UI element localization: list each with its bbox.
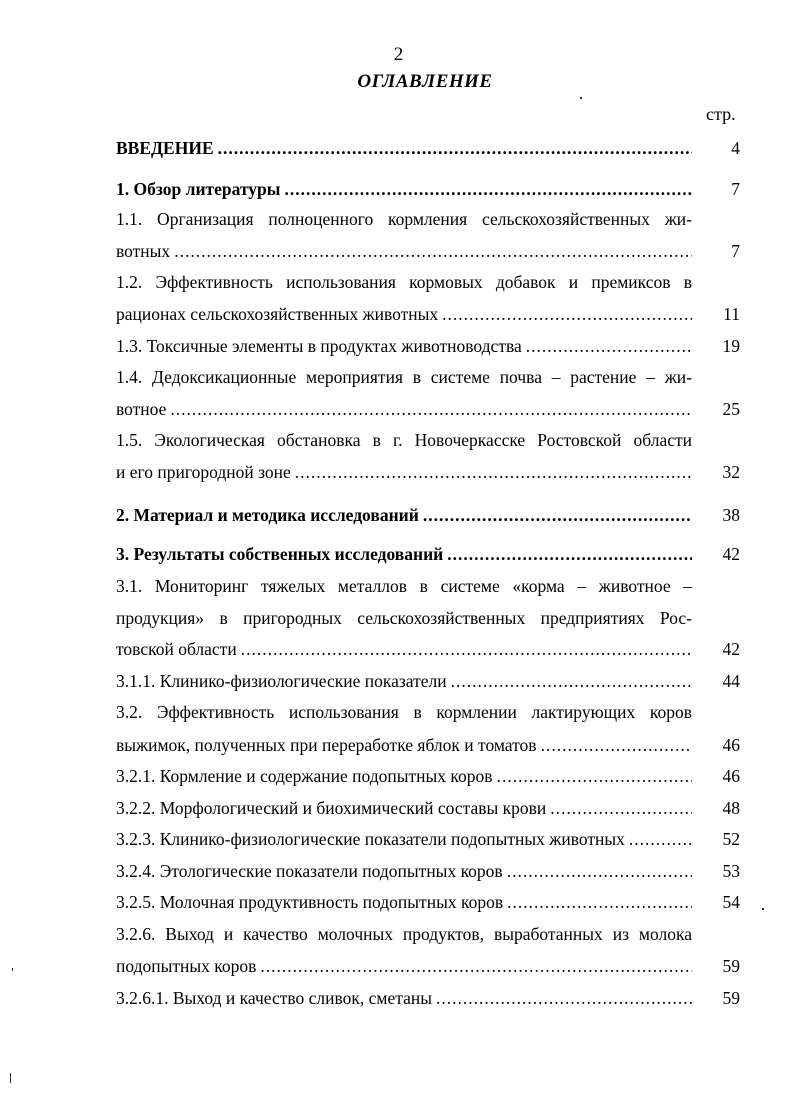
- toc-entry-text: 1.3. Токсичные элементы в продуктах животноводства: [116, 336, 522, 356]
- toc-entry-text: 1.4. Дедоксикационные мероприятия в системе почва – растение – жи-: [116, 367, 692, 387]
- toc-page-number: 7: [731, 241, 740, 261]
- toc-entry-text: 3.2. Эффективность использования в кормлении лактирующих коров: [116, 702, 692, 722]
- toc-entry-text: 3.2.1. Кормление и содержание подопытных коров: [116, 766, 493, 786]
- page-column-label: стр.: [706, 104, 736, 124]
- toc-entry-text: подопытных коров: [116, 956, 257, 976]
- toc-entry-line-last: [116, 397, 692, 421]
- toc-entry-line: [116, 270, 692, 294]
- dot-leader: [174, 239, 692, 263]
- toc-page-number: 19: [722, 336, 740, 356]
- dot-leader: [507, 859, 692, 883]
- toc-entry-line-last: [116, 302, 692, 326]
- toc-page-number: 48: [722, 798, 740, 818]
- toc-entry-text: 3.2.3. Клинико-физиологические показатели подопытных животных: [116, 829, 625, 849]
- toc-entry-line-last: [116, 733, 692, 757]
- toc-page-number: 59: [722, 988, 740, 1008]
- toc-entry-line-last: [116, 177, 692, 201]
- toc-page-number: 44: [722, 671, 740, 691]
- dot-leader: [550, 796, 692, 820]
- dot-leader: [451, 669, 692, 693]
- toc-entry-line-last: [116, 796, 692, 820]
- dot-leader: [526, 334, 692, 358]
- toc-page-number: 4: [731, 138, 740, 158]
- toc-entry-text: 3.1. Мониторинг тяжелых металлов в системе «корма – животное –: [116, 576, 692, 596]
- toc-entry-text: 2. Материал и методика исследований: [116, 505, 419, 525]
- dot-leader: [629, 827, 692, 851]
- dot-leader: [507, 890, 692, 914]
- dot-leader: [170, 397, 692, 421]
- toc-entry-line-last: [116, 986, 692, 1010]
- toc-entry-text: 1.1. Организация полноценного кормления сельскохозяйственных жи-: [116, 209, 692, 229]
- scan-mark: [762, 908, 764, 910]
- toc-page-number: 59: [722, 956, 740, 976]
- toc-entry-text: рационах сельскохозяйственных животных: [116, 304, 439, 324]
- toc-entry-text: 3.1.1. Клинико-физиологические показатели: [116, 671, 447, 691]
- toc-entry-line-last: [116, 827, 692, 851]
- toc-entry-line-last: [116, 334, 692, 358]
- toc-entry-line: [116, 207, 692, 231]
- toc-entry-line-last: [116, 637, 692, 661]
- toc-entry-text: 3.2.2. Морфологический и биохимический составы крови: [116, 798, 547, 818]
- toc-entry-line: [116, 922, 692, 946]
- toc-entry-line-last: [116, 136, 692, 160]
- dot-leader: [436, 986, 692, 1010]
- toc-entry-line-last: [116, 669, 692, 693]
- toc-entry-line: [116, 700, 692, 724]
- toc-page-number: 54: [722, 892, 740, 912]
- toc-page-number: 42: [722, 639, 740, 659]
- toc-entry-text: 1.2. Эффективность использования кормовых добавок и премиксов в: [116, 272, 692, 292]
- toc-entry-line-last: [116, 239, 692, 263]
- toc-entry-line: [116, 428, 692, 452]
- toc-entry-text: 3.2.6. Выход и качество молочных продуктов, выработанных из молока: [116, 924, 692, 944]
- toc-entry-text: 3. Результаты собственных исследований: [116, 544, 444, 564]
- toc-entry-text: 3.2.6.1. Выход и качество сливок, сметаны: [116, 988, 433, 1008]
- toc-entry-line-last: [116, 542, 692, 566]
- toc-page-number: 46: [722, 735, 740, 755]
- toc-entry-text: 1.5. Экологическая обстановка в г. Новочеркасске Ростовской области: [116, 430, 692, 450]
- dot-leader: [284, 177, 692, 201]
- toc-entry-line-last: [116, 460, 692, 484]
- dot-leader: [295, 460, 692, 484]
- toc-entry-text: товской области: [116, 639, 237, 659]
- dot-leader: [447, 542, 692, 566]
- toc-entry-line: [116, 606, 692, 630]
- toc-entry-line-last: [116, 503, 692, 527]
- toc-entry-text: вотное: [116, 399, 167, 419]
- toc-entry-text: выжимок, полученных при переработке яблок и томатов: [116, 735, 537, 755]
- dot-leader: [241, 637, 692, 661]
- dot-leader: [442, 302, 692, 326]
- toc-entry-text: 3.2.4. Этологические показатели подопытных коров: [116, 861, 503, 881]
- toc-entry-text: 3.2.5. Молочная продуктивность подопытных коров: [116, 892, 504, 912]
- dot-leader: [260, 954, 692, 978]
- toc-entry-line: [116, 365, 692, 389]
- dot-leader: [218, 136, 692, 160]
- dot-leader: [497, 764, 692, 788]
- toc-page-number: 25: [722, 399, 740, 419]
- toc-page-number: 42: [722, 544, 740, 564]
- toc-entry-text: продукция» в пригородных сельскохозяйственных предприятиях Рос-: [116, 608, 692, 628]
- toc-entry-line-last: [116, 859, 692, 883]
- page-number: 2: [393, 44, 404, 65]
- toc-entry-text: вотных: [116, 241, 171, 261]
- scan-mark: [10, 1073, 11, 1083]
- toc-entry-line: [116, 574, 692, 598]
- dot-leader: [541, 733, 692, 757]
- toc-page-number: 7: [731, 179, 740, 199]
- toc-entry-line-last: [116, 954, 692, 978]
- toc-page-number: 52: [722, 829, 740, 849]
- scan-mark: [12, 968, 13, 971]
- toc-entry-text: ВВЕДЕНИЕ: [116, 138, 214, 158]
- toc-entry-line-last: [116, 764, 692, 788]
- toc-entry-text: 1. Обзор литературы: [116, 179, 281, 199]
- scan-mark: [580, 97, 582, 99]
- dot-leader: [423, 503, 692, 527]
- toc-page-number: 38: [722, 505, 740, 525]
- toc-page-number: 11: [723, 304, 740, 324]
- toc-page-number: 46: [722, 766, 740, 786]
- toc-entry-text: и его пригородной зоне: [116, 462, 291, 482]
- toc-page-number: 32: [722, 462, 740, 482]
- toc-page-number: 53: [722, 861, 740, 881]
- toc-entry-line-last: [116, 890, 692, 914]
- toc-title: ОГЛАВЛЕНИЕ: [357, 71, 493, 92]
